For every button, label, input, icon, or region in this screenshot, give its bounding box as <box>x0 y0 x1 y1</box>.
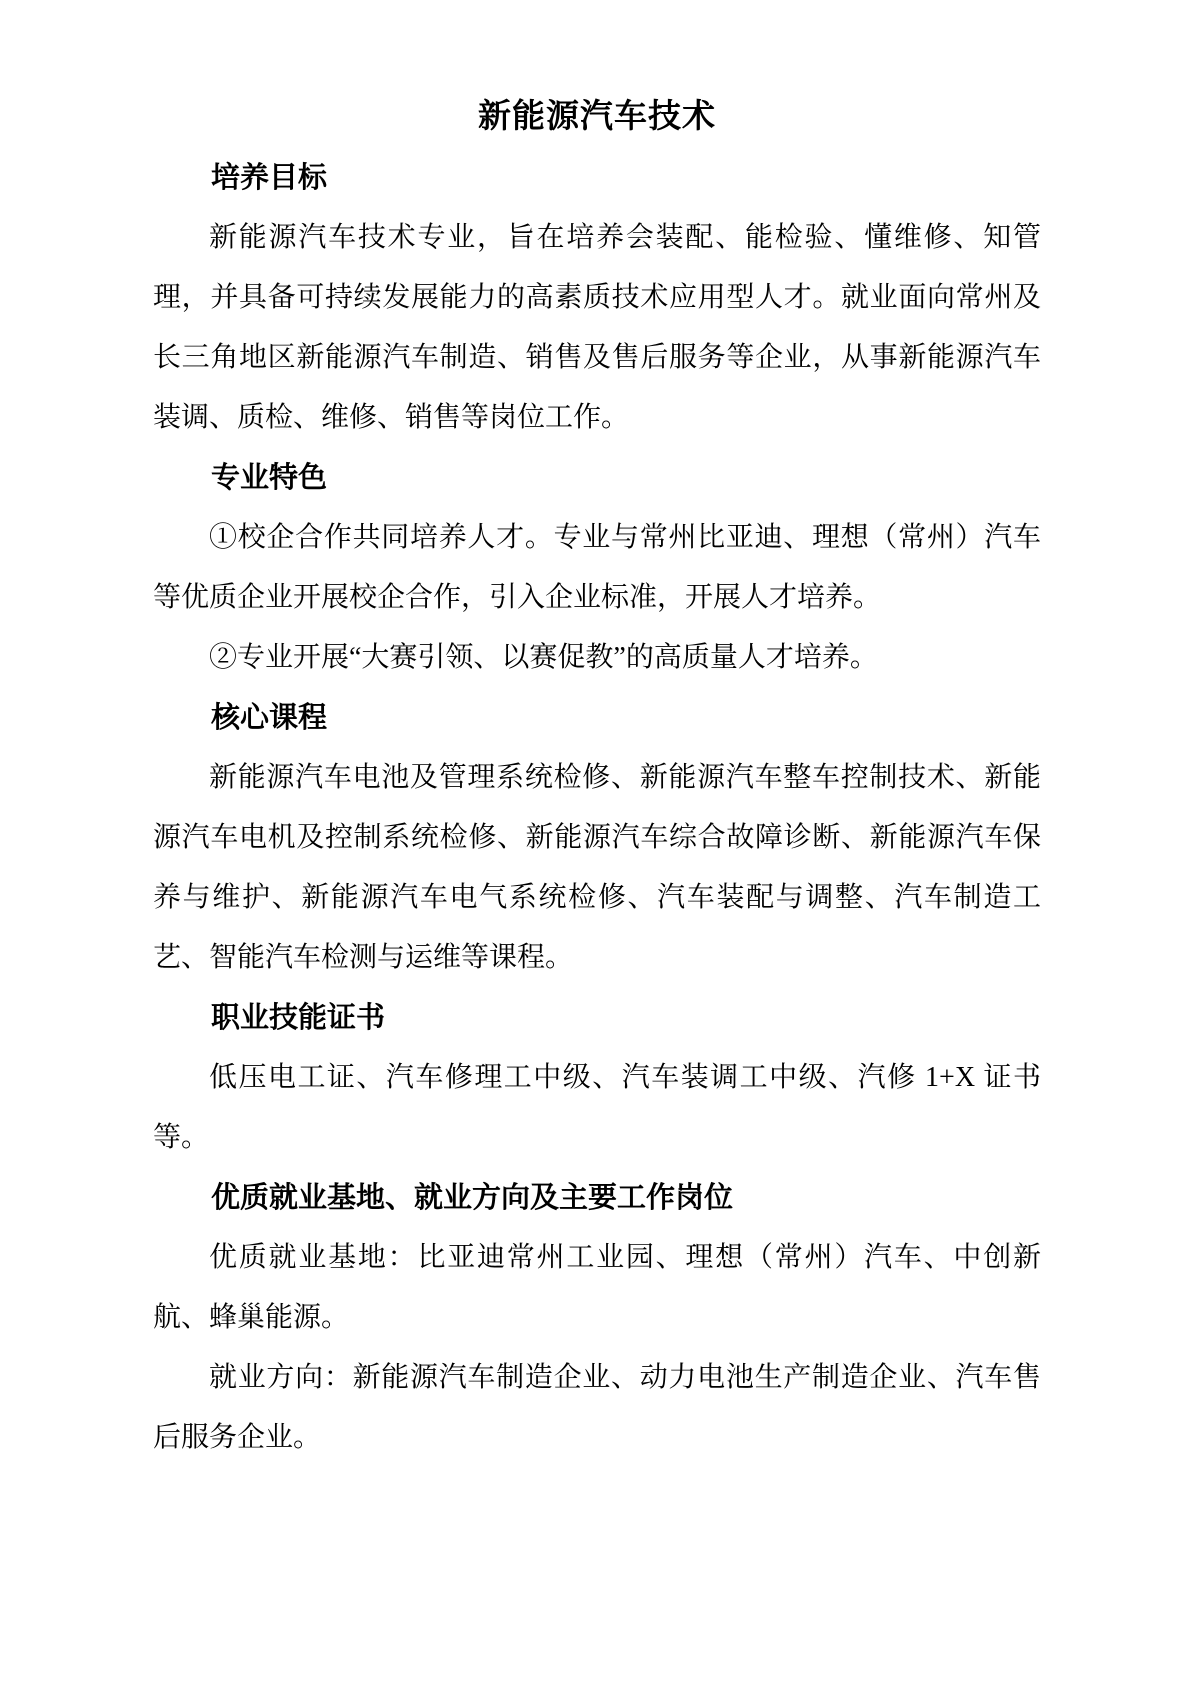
paragraph-program-feature-1: ①校企合作共同培养人才。专业与常州比亚迪、理想（常州）汽车等优质企业开展校企合作，引入企业标准，开展人才培养。 <box>153 522 1041 613</box>
document-title: 新能源汽车技术 <box>478 97 716 134</box>
section-vocational-certificates <box>153 988 1041 1168</box>
paragraph-training-objectives: 新能源汽车技术专业，旨在培养会装配、能检验、懂维修、知管理，并具备可持续发展能力的高素质技术应用型人才。就业面向常州及长三角地区新能源汽车制造、销售及售后服务等企业，从事新能源汽车装调、质检、维修、销售等岗位工作。 <box>153 222 1041 433</box>
paragraph-vocational-certificates: 低压电工证、汽车修理工中级、汽车装调工中级、汽修 1+X 证书等。 <box>153 1062 1041 1153</box>
paragraph-employment-directions: 就业方向：新能源汽车制造企业、动力电池生产制造企业、汽车售后服务企业。 <box>153 1362 1041 1453</box>
section-heading-vocational-certificates: 职业技能证书 <box>211 1002 386 1034</box>
section-heading-program-features: 专业特色 <box>211 462 328 494</box>
section-training-objectives <box>153 148 1041 448</box>
section-heading-training-objectives: 培养目标 <box>211 162 328 194</box>
section-program-features <box>153 448 1041 688</box>
paragraph-employment-bases: 优质就业基地：比亚迪常州工业园、理想（常州）汽车、中创新航、蜂巢能源。 <box>153 1242 1041 1333</box>
section-core-courses <box>153 688 1041 988</box>
section-employment <box>153 1168 1041 1468</box>
paragraph-core-courses: 新能源汽车电池及管理系统检修、新能源汽车整车控制技术、新能源汽车电机及控制系统检修、新能源汽车综合故障诊断、新能源汽车保养与维护、新能源汽车电气系统检修、汽车装配与调整、汽车制造工艺、智能汽车检测与运维等课程。 <box>153 762 1041 973</box>
section-heading-employment: 优质就业基地、就业方向及主要工作岗位 <box>211 1182 734 1214</box>
paragraph-program-feature-2: ②专业开展“大赛引领、以赛促教”的高质量人才培养。 <box>209 642 878 673</box>
section-heading-core-courses: 核心课程 <box>211 702 328 734</box>
